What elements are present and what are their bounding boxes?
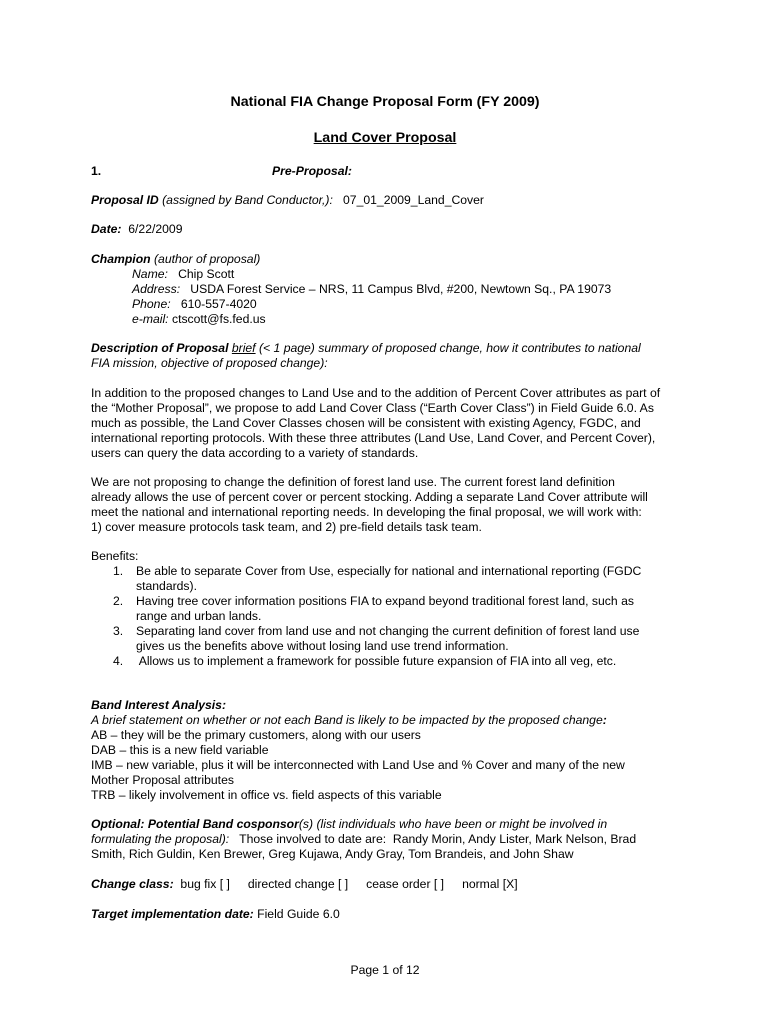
text-line: international reporting protocols. With these three attributes (Land Use, Land Cover, and Percent Cover), (91, 431, 656, 445)
cosponsor-label: Optional: Potential Band cosponsor (91, 817, 299, 831)
band-line: DAB – this is a new field variable (91, 743, 269, 757)
change-class-option-bugfix: bug fix [ ] (180, 877, 230, 891)
text-line: Allows us to implement a framework for possible future expansion of FIA into all veg, etc. (136, 654, 617, 668)
change-class-option-directed: directed change [ ] (247, 877, 349, 891)
benefit-text (136, 654, 616, 669)
change-class-label: Change class: (91, 877, 174, 891)
target-date-row (91, 907, 340, 922)
champion-address: USDA Forest Service – NRS, 11 Campus Blvd, #200, Newtown Sq., PA 19073 (190, 282, 612, 296)
benefit-text (136, 594, 634, 624)
text-line: Having tree cover information positions FIA to expand beyond traditional forest land, such as (136, 594, 634, 608)
proposal-id-row (91, 193, 484, 208)
champion-block (91, 252, 611, 327)
text-line: standards). (136, 579, 197, 593)
champion-phone: 610-557-4020 (180, 297, 257, 311)
band-interest-statement: A brief statement on whether or not each Band is likely to be impacted by the proposed change (91, 713, 603, 727)
benefit-text (136, 564, 641, 594)
text-line: the “Mother Proposal”, we propose to add Land Cover Class (“Earth Cover Class”) in Field Guide 6.0. As (91, 401, 654, 415)
champion-name: Chip Scott (178, 267, 235, 281)
cosponsor-line2-rest: Those involved to date are: Randy Morin, Andy Lister, Mark Nelson, Brad (229, 832, 637, 846)
cosponsor-block (91, 817, 636, 862)
proposal-subtitle: Land Cover Proposal (313, 130, 457, 146)
band-line: IMB – new variable, plus it will be interconnected with Land Use and % Cover and many of the new (91, 758, 625, 772)
description-heading (91, 341, 641, 371)
champion-label: Champion (91, 252, 151, 266)
champion-name-label: Name: (132, 267, 168, 281)
band-line: TRB – likely involvement in office vs. field aspects of this variable (91, 788, 442, 802)
text-line: meet the national and international reporting needs. In developing the final proposal, we will work with: (91, 505, 642, 519)
date-value: 6/22/2009 (128, 222, 183, 236)
page-number: Page 1 of 12 (350, 963, 420, 977)
cosponsor-line3: Smith, Rich Guldin, Ken Brewer, Greg Kujawa, Andy Gray, Tom Brandeis, and John Shaw (91, 847, 574, 861)
band-line: Mother Proposal attributes (91, 773, 234, 787)
description-label: Description of Proposal (91, 341, 229, 355)
description-brief: brief (231, 341, 256, 355)
benefit-number: 1. (113, 564, 124, 578)
band-line: AB – they will be the primary customers, along with our users (91, 728, 421, 742)
text-line: Separating land cover from land use and not changing the current definition of forest land use (136, 624, 640, 638)
text-line: much as possible, the Land Cover Classes chosen will be consistent with existing Agency, FGDC, and (91, 416, 641, 430)
champion-email: ctscott@fs.fed.us (171, 312, 266, 326)
benefit-number: 2. (113, 594, 124, 608)
description-note-line2: FIA mission, objective of proposed change): (91, 356, 328, 370)
change-class-option-normal: normal [X] (462, 877, 518, 891)
text-line: already allows the use of percent cover or percent stocking. Adding a separate Land Cover attribute will (91, 490, 648, 504)
text-line: gives us the benefits above without losing land use trend information. (136, 639, 509, 653)
benefit-item-2 (113, 594, 673, 624)
champion-email-label: e-mail: (132, 312, 169, 326)
section-number: 1. (91, 164, 102, 178)
target-date-label: Target implementation date: (91, 907, 254, 921)
benefit-item-1 (113, 564, 673, 594)
benefit-item-4 (113, 654, 673, 669)
proposal-id-note: (assigned by Band Conductor,): (158, 193, 333, 207)
text-line: 1) cover measure protocols task team, and 2) pre-field details task team. (91, 520, 482, 534)
text-line: users can query the data according to a variety of standards. (91, 446, 419, 460)
description-paragraph-1 (91, 386, 660, 461)
date-row (91, 222, 183, 237)
benefit-item-3 (113, 624, 673, 654)
proposal-id-value: 07_01_2009_Land_Cover (343, 193, 484, 207)
change-class-row (91, 877, 518, 892)
champion-address-label: Address: (132, 282, 181, 296)
change-class-option-cease: cease order [ ] (366, 877, 445, 891)
text-line: We are not proposing to change the definition of forest land use. The current forest land definition (91, 475, 615, 489)
description-paragraph-2 (91, 475, 648, 535)
date-label: Date: (91, 222, 122, 236)
description-note-line1: (< 1 page) summary of proposed change, how it contributes to national (255, 341, 641, 355)
text-line: Be able to separate Cover from Use, especially for national and international reporting (FGDC (136, 564, 642, 578)
benefits-label: Benefits: (91, 549, 139, 563)
band-interest-block (91, 698, 625, 803)
text-line: In addition to the proposed changes to Land Use and to the addition of Percent Cover attributes as part of (91, 386, 661, 400)
band-interest-label: Band Interest Analysis: (91, 698, 227, 712)
cosponsor-label-note: (s) (list individuals who have been or might be involved in (298, 817, 608, 831)
text-line: range and urban lands. (136, 609, 262, 623)
benefit-number: 3. (113, 624, 124, 638)
section-label: Pre-Proposal: (272, 164, 352, 178)
benefit-number: 4. (113, 654, 124, 668)
champion-note: (author of proposal) (150, 252, 261, 266)
band-interest-colon: : (602, 713, 607, 727)
benefit-text (136, 624, 639, 654)
proposal-id-label: Proposal ID (91, 193, 159, 207)
champion-phone-label: Phone: (132, 297, 171, 311)
cosponsor-line2-italic: formulating the proposal): (91, 832, 230, 846)
target-date-value: Field Guide 6.0 (257, 907, 340, 921)
form-title: National FIA Change Proposal Form (FY 2009) (230, 94, 540, 110)
